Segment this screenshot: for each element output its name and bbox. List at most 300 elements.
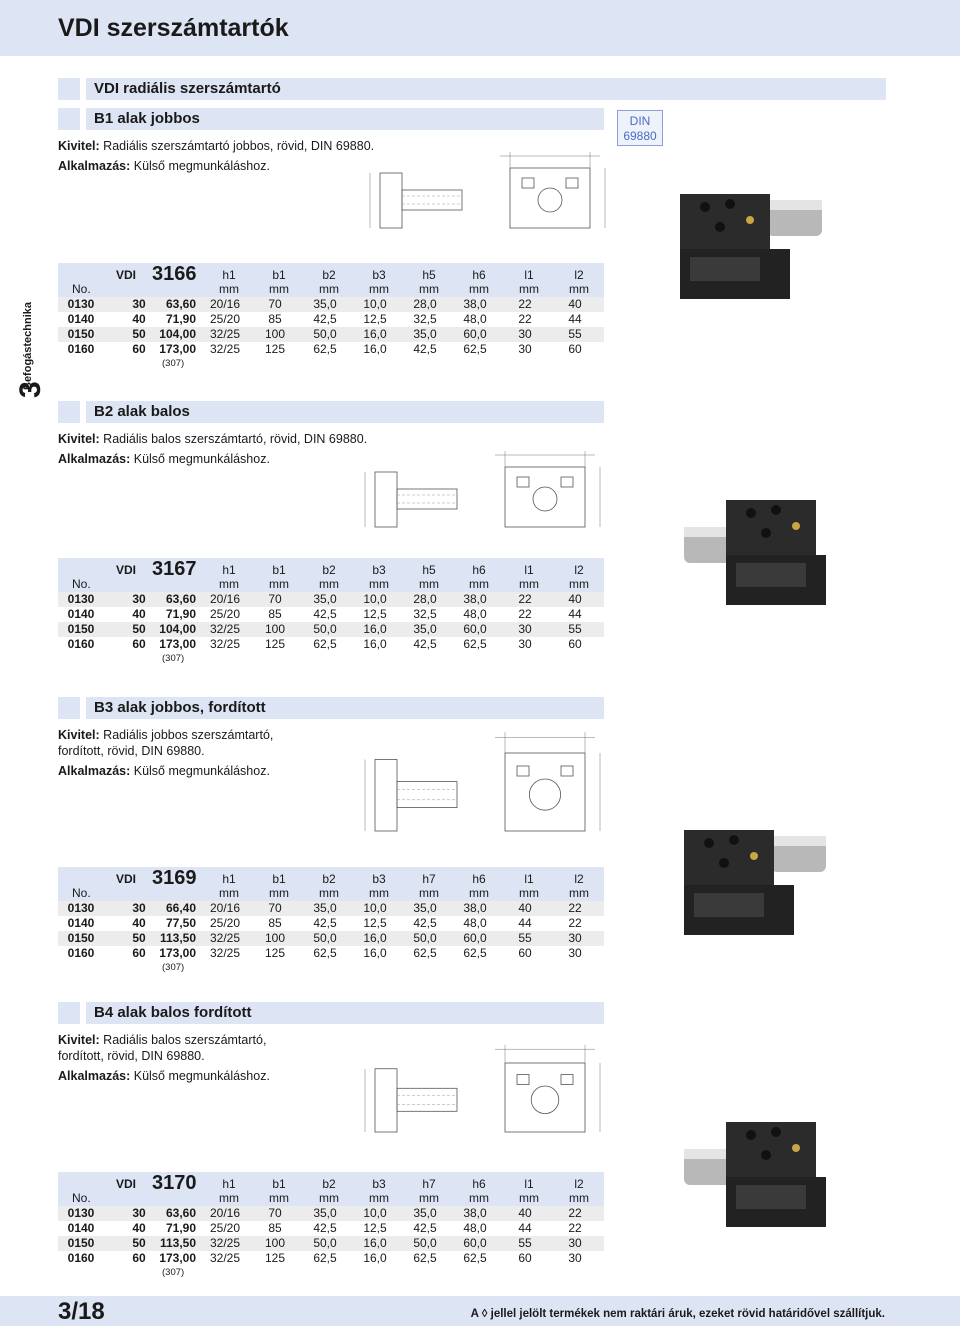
table-cell: 50,0	[313, 327, 337, 341]
table-cell: 32/25	[209, 931, 241, 945]
category-title: VDI radiális szerszámtartó	[94, 80, 281, 97]
column-header-h6: h6	[472, 268, 486, 282]
page-header	[0, 0, 960, 56]
table-cell: 35,0	[413, 1206, 437, 1220]
column-unit: mm	[419, 282, 439, 296]
table-cell: 42,5	[413, 1221, 437, 1235]
column-unit: mm	[419, 1191, 439, 1205]
table-cell: 35,0	[313, 901, 337, 915]
table-cell: 70	[268, 1206, 282, 1220]
table-cell: 0130	[67, 297, 95, 311]
column-unit: mm	[469, 282, 489, 296]
table-cell: 25/20	[209, 312, 241, 326]
table-cell: 30	[568, 1236, 582, 1250]
section-bar-marker	[58, 108, 80, 130]
table-cell: 0130	[67, 901, 95, 915]
table-cell: 20/16	[209, 297, 241, 311]
table-cell: 85	[268, 607, 282, 621]
price-footnote	[58, 961, 604, 975]
alkalmazas-text: Külső megmunkáláshoz.	[130, 452, 270, 466]
table-cell: 48,0	[463, 1221, 487, 1235]
table-cell: 42,5	[413, 342, 437, 356]
vdi-label: VDI	[116, 563, 137, 577]
table-cell: 60	[568, 342, 582, 356]
table-cell: 85	[268, 1221, 282, 1235]
table-cell: 30	[518, 637, 532, 651]
table-cell: 62,5	[463, 946, 487, 960]
column-unit: mm	[219, 1191, 239, 1205]
table-cell: 60,0	[463, 931, 487, 945]
footnote-text: (307)	[162, 962, 185, 973]
spec-table	[58, 263, 604, 371]
alkalmazas-line	[58, 763, 273, 779]
column-header-l2: l2	[574, 268, 584, 282]
table-cell: 44	[568, 607, 582, 621]
table-cell: 71,90	[165, 1221, 196, 1235]
tool-holder-photo-4	[676, 1110, 836, 1240]
column-unit: mm	[569, 282, 589, 296]
footnote-text: (307)	[162, 1267, 185, 1278]
table-cell: 10,0	[363, 297, 387, 311]
column-header-b2: b2	[322, 872, 336, 886]
table-cell: 28,0	[413, 297, 437, 311]
table-cell: 50,0	[313, 931, 337, 945]
table-cell: 40	[518, 1206, 532, 1220]
table-cell: 40	[132, 1221, 146, 1235]
alkalmazas-label: Alkalmazás:	[58, 764, 131, 778]
table-cell: 71,90	[165, 312, 196, 326]
tool-holder-photo-3	[676, 818, 836, 948]
technical-drawing-1	[360, 148, 620, 248]
table-cell: 22	[568, 901, 582, 915]
column-unit: mm	[269, 1191, 289, 1205]
table-cell: 62,5	[313, 946, 337, 960]
technical-drawing-4	[355, 1040, 615, 1155]
table-cell: 60	[568, 637, 582, 651]
section-bar-marker	[58, 697, 80, 719]
table-cell: 16,0	[363, 637, 387, 651]
table-cell: 55	[568, 622, 582, 636]
kivitel-text: Radiális balos szerszámtartó, rövid, DIN 69880.	[99, 432, 368, 446]
section-description	[58, 138, 374, 174]
vdi-label: VDI	[116, 1177, 137, 1191]
din-number: 69880	[623, 129, 657, 143]
table-cell: 32/25	[209, 342, 241, 356]
section-title: B2 alak balos	[94, 403, 190, 420]
table-cell: 63,60	[165, 297, 196, 311]
table-cell: 0140	[67, 1221, 95, 1235]
table-cell: 30	[132, 297, 146, 311]
table-cell: 22	[568, 1206, 582, 1220]
table-cell: 60	[132, 342, 146, 356]
column-header-l1: l1	[524, 563, 534, 577]
table-cell: 100	[264, 327, 286, 341]
price-footnote	[58, 1266, 604, 1280]
table-cell: 32/25	[209, 1236, 241, 1250]
spec-table	[58, 867, 604, 975]
table-row	[58, 592, 604, 607]
table-row	[58, 1236, 604, 1251]
kivitel-label: Kivitel:	[58, 432, 100, 446]
column-header-l1: l1	[524, 872, 534, 886]
table-cell: 60,0	[463, 1236, 487, 1250]
table-cell: 0140	[67, 916, 95, 930]
section-description	[58, 1032, 270, 1084]
table-cell: 35,0	[313, 592, 337, 606]
table-row	[58, 916, 604, 931]
footnote-text: (307)	[162, 358, 185, 369]
alkalmazas-text: Külső megmunkáláshoz.	[130, 1069, 270, 1083]
column-unit: mm	[569, 886, 589, 900]
kivitel-line-2: fordított, rövid, DIN 69880.	[58, 744, 205, 758]
table-cell: 104,00	[159, 622, 196, 636]
table-cell: 70	[268, 901, 282, 915]
table-cell: 30	[568, 931, 582, 945]
table-cell: 104,00	[159, 327, 196, 341]
table-cell: 28,0	[413, 592, 437, 606]
table-cell: 62,5	[313, 637, 337, 651]
table-row	[58, 342, 604, 357]
alkalmazas-line	[58, 1068, 270, 1084]
column-unit: mm	[419, 886, 439, 900]
table-cell: 42,5	[413, 916, 437, 930]
table-cell: 173,00	[159, 342, 196, 356]
table-cell: 66,40	[165, 901, 196, 915]
table-cell: 42,5	[313, 607, 337, 621]
tool-holder-photo-1	[672, 182, 832, 312]
alkalmazas-line	[58, 158, 374, 174]
table-cell: 63,60	[165, 1206, 196, 1220]
table-cell: 113,50	[159, 1236, 196, 1250]
page-title: VDI szerszámtartók	[58, 14, 289, 42]
column-unit: mm	[469, 1191, 489, 1205]
category-bar-marker	[58, 78, 80, 100]
column-unit: mm	[269, 282, 289, 296]
table-cell: 0140	[67, 607, 95, 621]
column-unit: mm	[219, 282, 239, 296]
section-bar-marker	[58, 401, 80, 423]
table-cell: 0150	[67, 622, 95, 636]
table-cell: 60	[132, 946, 146, 960]
alkalmazas-label: Alkalmazás:	[58, 159, 131, 173]
table-cell: 35,0	[313, 1206, 337, 1220]
column-unit: mm	[469, 577, 489, 591]
table-cell: 50,0	[313, 622, 337, 636]
table-cell: 125	[264, 342, 286, 356]
table-cell: 22	[568, 1221, 582, 1235]
column-header-h6: h6	[472, 872, 486, 886]
table-cell: 0130	[67, 1206, 95, 1220]
table-cell: 55	[518, 931, 532, 945]
column-header-b1: b1	[272, 268, 286, 282]
table-cell: 38,0	[463, 297, 487, 311]
table-cell: 22	[518, 592, 532, 606]
column-header-b2: b2	[322, 268, 336, 282]
column-header-b3: b3	[372, 872, 386, 886]
table-cell: 62,5	[413, 946, 437, 960]
column-header-h1: h1	[222, 872, 236, 886]
product-code: 3169	[152, 867, 197, 889]
table-cell: 35,0	[413, 622, 437, 636]
table-cell: 63,60	[165, 592, 196, 606]
table-cell: 12,5	[363, 1221, 387, 1235]
table-cell: 40	[518, 901, 532, 915]
table-cell: 62,5	[413, 1251, 437, 1265]
kivitel-line	[58, 138, 374, 154]
column-unit: mm	[319, 886, 339, 900]
table-cell: 50,0	[413, 1236, 437, 1250]
table-cell: 22	[568, 916, 582, 930]
table-cell: 50	[132, 622, 146, 636]
table-cell: 42,5	[313, 916, 337, 930]
column-header-b3: b3	[372, 268, 386, 282]
column-unit: mm	[219, 577, 239, 591]
technical-drawing-3	[355, 727, 615, 857]
table-cell: 0160	[67, 946, 95, 960]
chapter-number: 3	[14, 381, 47, 398]
table-cell: 85	[268, 916, 282, 930]
table-cell: 100	[264, 622, 286, 636]
column-header-b2: b2	[322, 563, 336, 577]
column-header-b1: b1	[272, 1177, 286, 1191]
table-cell: 35,0	[413, 901, 437, 915]
table-cell: 0150	[67, 1236, 95, 1250]
table-cell: 38,0	[463, 592, 487, 606]
table-cell: 42,5	[313, 1221, 337, 1235]
column-unit: mm	[369, 886, 389, 900]
table-cell: 20/16	[209, 592, 241, 606]
table-cell: 40	[568, 297, 582, 311]
table-cell: 0150	[67, 327, 95, 341]
table-cell: 30	[132, 1206, 146, 1220]
table-cell: 32/25	[209, 1251, 241, 1265]
table-cell: 16,0	[363, 342, 387, 356]
table-cell: 60,0	[463, 327, 487, 341]
table-cell: 70	[268, 297, 282, 311]
kivitel-line	[58, 431, 367, 447]
alkalmazas-text: Külső megmunkáláshoz.	[130, 764, 270, 778]
table-cell: 22	[518, 607, 532, 621]
table-cell: 20/16	[209, 901, 241, 915]
no-label: No.	[72, 577, 91, 591]
kivitel-text: Radiális szerszámtartó jobbos, rövid, DIN 69880.	[99, 139, 375, 153]
column-unit: mm	[319, 577, 339, 591]
no-label: No.	[72, 1191, 91, 1205]
kivitel-line	[58, 1032, 270, 1048]
table-cell: 40	[568, 592, 582, 606]
table-cell: 0160	[67, 1251, 95, 1265]
table-header	[58, 263, 604, 297]
table-cell: 16,0	[363, 946, 387, 960]
column-unit: mm	[419, 577, 439, 591]
table-cell: 125	[264, 1251, 286, 1265]
column-header-h1: h1	[222, 563, 236, 577]
table-cell: 22	[518, 297, 532, 311]
table-cell: 0130	[67, 592, 95, 606]
table-cell: 71,90	[165, 607, 196, 621]
table-cell: 12,5	[363, 916, 387, 930]
table-cell: 62,5	[313, 342, 337, 356]
column-header-h7: h7	[422, 872, 436, 886]
technical-drawing-2	[355, 447, 615, 547]
column-unit: mm	[319, 1191, 339, 1205]
column-header-h5: h5	[422, 268, 436, 282]
table-row	[58, 1251, 604, 1266]
column-header-l1: l1	[524, 268, 534, 282]
table-cell: 60	[518, 1251, 532, 1265]
table-cell: 44	[518, 916, 532, 930]
table-cell: 30	[132, 592, 146, 606]
table-cell: 38,0	[463, 901, 487, 915]
table-cell: 44	[568, 312, 582, 326]
kivitel-text: Radiális jobbos szerszámtartó,	[99, 728, 274, 742]
product-code: 3167	[152, 558, 197, 580]
table-cell: 0150	[67, 931, 95, 945]
table-header	[58, 558, 604, 592]
column-header-b1: b1	[272, 872, 286, 886]
table-cell: 32,5	[413, 607, 437, 621]
footer-note: A ◊ jellel jelölt termékek nem raktári áruk, ezeket rövid határidővel szállítjuk.	[470, 1308, 885, 1320]
column-unit: mm	[519, 1191, 539, 1205]
table-cell: 40	[132, 312, 146, 326]
din-badge	[617, 110, 663, 146]
table-cell: 60	[132, 637, 146, 651]
kivitel-label: Kivitel:	[58, 728, 100, 742]
table-cell: 55	[568, 327, 582, 341]
section-title: B1 alak jobbos	[94, 110, 200, 127]
alkalmazas-label: Alkalmazás:	[58, 452, 131, 466]
table-cell: 85	[268, 312, 282, 326]
table-row	[58, 1206, 604, 1221]
column-header-b2: b2	[322, 1177, 336, 1191]
table-row	[58, 297, 604, 312]
table-cell: 113,50	[159, 931, 196, 945]
table-cell: 16,0	[363, 1236, 387, 1250]
table-cell: 50,0	[313, 1236, 337, 1250]
table-cell: 100	[264, 931, 286, 945]
table-cell: 62,5	[463, 1251, 487, 1265]
table-cell: 62,5	[463, 637, 487, 651]
table-cell: 60	[132, 1251, 146, 1265]
table-cell: 35,0	[313, 297, 337, 311]
table-cell: 40	[132, 916, 146, 930]
table-row	[58, 607, 604, 622]
column-unit: mm	[219, 886, 239, 900]
column-header-h5: h5	[422, 563, 436, 577]
table-cell: 60,0	[463, 622, 487, 636]
table-row	[58, 622, 604, 637]
table-cell: 30	[132, 901, 146, 915]
table-cell: 30	[568, 1251, 582, 1265]
table-cell: 16,0	[363, 327, 387, 341]
table-cell: 16,0	[363, 1251, 387, 1265]
column-header-h6: h6	[472, 1177, 486, 1191]
vdi-label: VDI	[116, 268, 137, 282]
table-cell: 0140	[67, 312, 95, 326]
table-cell: 12,5	[363, 312, 387, 326]
column-unit: mm	[569, 1191, 589, 1205]
price-footnote	[58, 357, 604, 371]
table-cell: 0160	[67, 342, 95, 356]
table-cell: 62,5	[463, 342, 487, 356]
table-cell: 40	[132, 607, 146, 621]
column-header-h7: h7	[422, 1177, 436, 1191]
section-title: B4 alak balos fordított	[94, 1004, 252, 1021]
table-cell: 32/25	[209, 946, 241, 960]
no-label: No.	[72, 282, 91, 296]
kivitel-label: Kivitel:	[58, 1033, 100, 1047]
column-header-b3: b3	[372, 563, 386, 577]
column-unit: mm	[269, 577, 289, 591]
kivitel-text: Radiális balos szerszámtartó,	[99, 1033, 267, 1047]
table-header	[58, 867, 604, 901]
column-header-l2: l2	[574, 872, 584, 886]
no-label: No.	[72, 886, 91, 900]
column-unit: mm	[369, 577, 389, 591]
alkalmazas-text: Külső megmunkáláshoz.	[130, 159, 270, 173]
column-header-h1: h1	[222, 1177, 236, 1191]
table-cell: 100	[264, 1236, 286, 1250]
table-cell: 38,0	[463, 1206, 487, 1220]
chapter-label: Befogástechnika	[22, 301, 34, 390]
table-row	[58, 637, 604, 652]
table-cell: 25/20	[209, 916, 241, 930]
alkalmazas-label: Alkalmazás:	[58, 1069, 131, 1083]
table-cell: 0160	[67, 637, 95, 651]
column-unit: mm	[519, 577, 539, 591]
table-cell: 16,0	[363, 931, 387, 945]
column-unit: mm	[269, 886, 289, 900]
tool-holder-photo-2	[676, 488, 836, 618]
table-row	[58, 1221, 604, 1236]
column-header-h1: h1	[222, 268, 236, 282]
column-unit: mm	[369, 1191, 389, 1205]
table-cell: 60	[518, 946, 532, 960]
table-cell: 22	[518, 312, 532, 326]
table-cell: 42,5	[413, 637, 437, 651]
kivitel-label: Kivitel:	[58, 139, 100, 153]
table-cell: 25/20	[209, 1221, 241, 1235]
table-cell: 30	[518, 622, 532, 636]
table-row	[58, 312, 604, 327]
table-cell: 10,0	[363, 592, 387, 606]
column-unit: mm	[569, 577, 589, 591]
table-cell: 125	[264, 946, 286, 960]
table-row	[58, 931, 604, 946]
table-cell: 50	[132, 1236, 146, 1250]
table-cell: 30	[518, 342, 532, 356]
spec-table	[58, 558, 604, 666]
table-cell: 50	[132, 931, 146, 945]
table-cell: 12,5	[363, 607, 387, 621]
column-header-b3: b3	[372, 1177, 386, 1191]
table-cell: 42,5	[313, 312, 337, 326]
spec-table	[58, 1172, 604, 1280]
table-cell: 48,0	[463, 312, 487, 326]
table-cell: 48,0	[463, 607, 487, 621]
section-description	[58, 727, 273, 779]
table-cell: 10,0	[363, 901, 387, 915]
table-cell: 30	[518, 327, 532, 341]
table-header	[58, 1172, 604, 1206]
table-cell: 32/25	[209, 637, 241, 651]
column-header-l2: l2	[574, 1177, 584, 1191]
alkalmazas-line	[58, 451, 367, 467]
column-unit: mm	[469, 886, 489, 900]
column-header-l1: l1	[524, 1177, 534, 1191]
table-cell: 173,00	[159, 946, 196, 960]
table-cell: 16,0	[363, 622, 387, 636]
